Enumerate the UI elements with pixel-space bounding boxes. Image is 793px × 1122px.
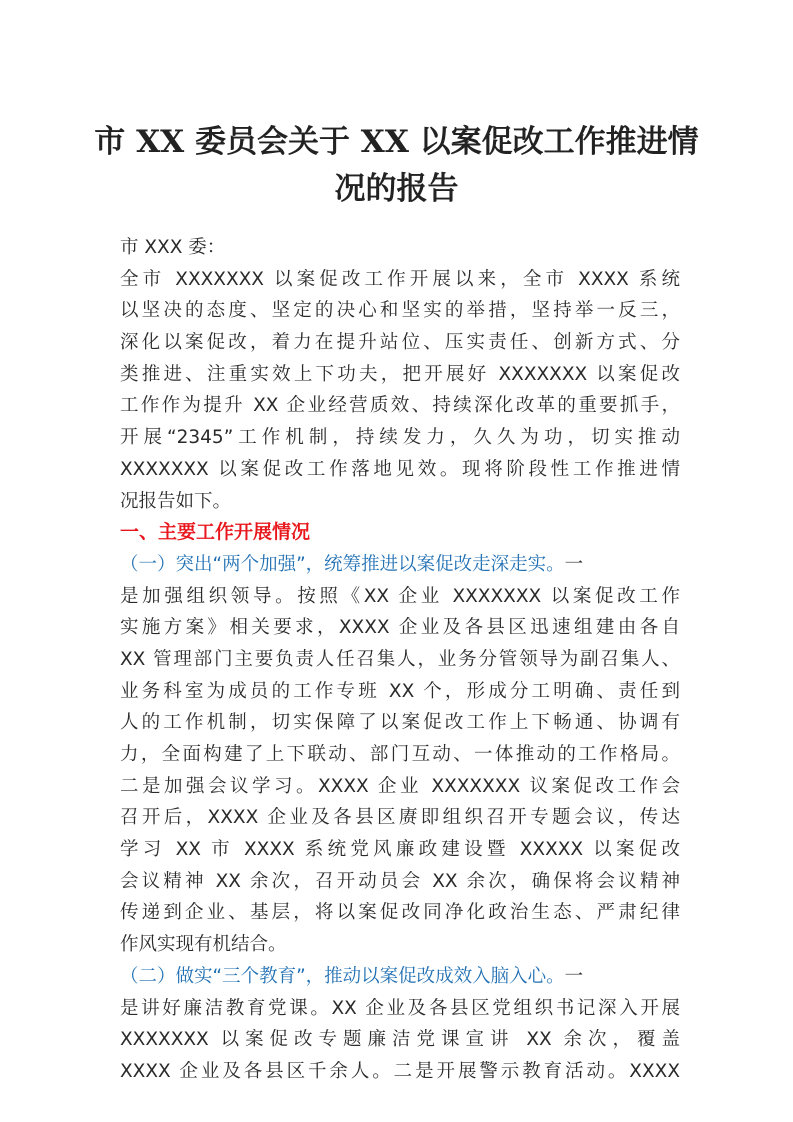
body-line: 实施方案》相关要求，XXXX 企业及各县区迅速组建由各自 (120, 617, 680, 639)
section-heading-1: 一、主要工作开展情况 (120, 521, 311, 544)
body-line: 业务科室为成员的工作专班 XX 个，形成分工明确、责任到 (120, 680, 680, 702)
body-line: 以坚决的态度、坚定的决心和坚实的举措，坚持举一反三， (120, 300, 680, 322)
body-line: 深化以案促改，着力在提升站位、压实责任、创新方式、分 (120, 332, 680, 354)
subsection-1-title: （一）突出“两个加强”，统筹推进以案促改走深走实。 (120, 553, 565, 575)
body-line: 工作作为提升 XX 企业经营质效、持续深化改革的重要抓手， (120, 395, 680, 417)
body-line: 作风实现有机结合。 (120, 934, 287, 956)
body-line: 是讲好廉洁教育党课。XX 企业及各县区党组织书记深入开展 (120, 997, 680, 1019)
body-line: 传递到企业、基层，将以案促改同净化政治生态、严肃纪律 (120, 902, 680, 924)
subsection-1-tail: 一 (564, 553, 584, 575)
body-line: 类推进、注重实效上下功夫，把开展好 XXXXXXX 以案促改 (120, 363, 680, 385)
body-line: XX 管理部门主要负责人任召集人，业务分管领导为副召集人、 (120, 648, 680, 670)
body-line: 学习 XX 市 XXXX 系统党风廉政建设暨 XXXXX 以案促改 (120, 839, 680, 861)
subsection-2-line (120, 961, 680, 993)
body-line: 会议精神 XX 余次，召开动员会 XX 余次，确保将会议精神 (120, 870, 680, 892)
body-line: XXXXXXX 以案促改工作落地见效。现将阶段性工作推进情 (120, 458, 680, 480)
report-title-line-2: 况的报告 (334, 171, 459, 207)
salutation: 市 XXX 委： (120, 237, 226, 258)
subsection-2-tail: 一 (564, 965, 584, 987)
body-line: 召开后，XXXX 企业及各县区赓即组织召开专题会议，传达 (120, 807, 680, 829)
body-line: 况报告如下。 (120, 490, 232, 512)
body-line: 开展“2345”工作机制，持续发力，久久为功，切实推动 (120, 427, 680, 449)
subsection-2-title: （二）做实“三个教育”，推动以案促改成效入脑入心。 (120, 965, 565, 987)
subsection-1-line (120, 549, 680, 581)
report-body (120, 232, 680, 1088)
body-line: 人的工作机制，切实保障了以案促改工作上下畅通、协调有 (120, 712, 680, 734)
body-line: 二是加强会议学习。XXXX 企业 XXXXXXX 议案促改工作会 (120, 775, 680, 797)
body-line: 力，全面构建了上下联动、部门互动、一体推动的工作格局。 (120, 744, 680, 765)
report-title-line-1: 市 XX 委员会关于 XX 以案促改工作推进情 (94, 124, 699, 160)
body-line: XXXX 企业及各县区千余人。二是开展警示教育活动。XXXX (120, 1060, 680, 1082)
body-line: 是加强组织领导。按照《XX 企业 XXXXXXX 以案促改工作 (120, 585, 680, 607)
body-line: XXXXXXX 以案促改专题廉洁党课宣讲 XX 余次，覆盖 (120, 1029, 680, 1051)
body-line: 全市 XXXXXXX 以案促改工作开展以来，全市 XXXX 系统 (120, 268, 680, 290)
